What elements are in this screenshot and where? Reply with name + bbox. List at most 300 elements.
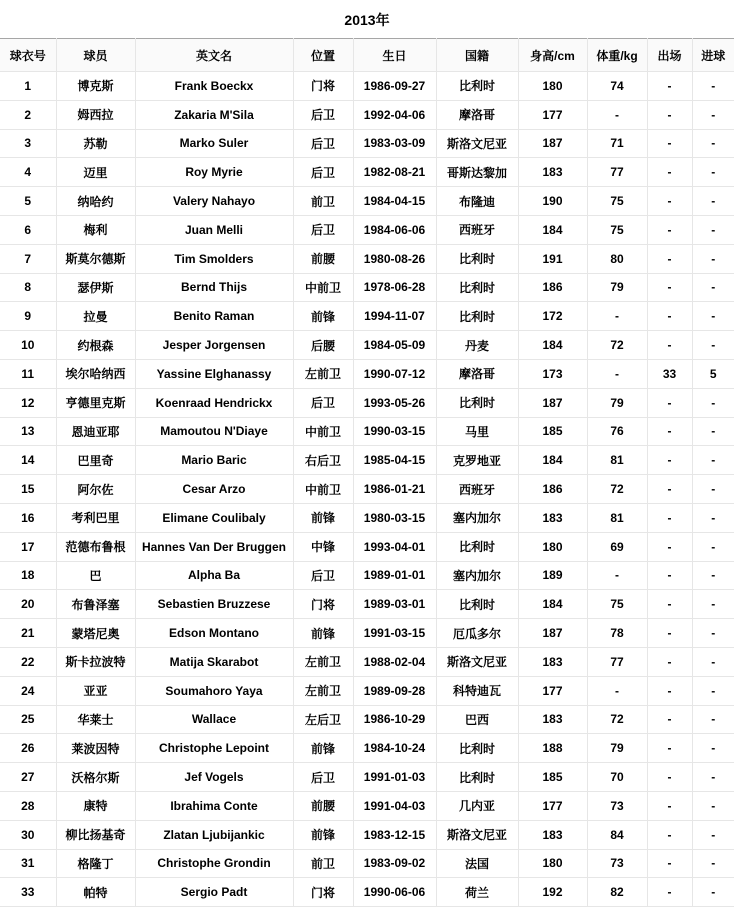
table-cell: 后腰 [293,331,353,360]
table-cell: Wallace [135,705,293,734]
table-cell: 考利巴里 [56,503,135,532]
table-cell: 188 [518,734,587,763]
table-cell: Juan Melli [135,215,293,244]
table-cell: 中前卫 [293,475,353,504]
table-row [0,561,734,590]
table-cell: 76 [587,417,647,446]
table-cell: Bernd Thijs [135,273,293,302]
table-cell: - [692,878,734,907]
table-cell: 31 [0,849,56,878]
table-cell: 沃格尔斯 [56,763,135,792]
table-cell: 173 [518,359,587,388]
table-cell: 184 [518,590,587,619]
table-cell: - [692,619,734,648]
table-cell: 范德布鲁根 [56,532,135,561]
table-cell: - [647,503,692,532]
table-cell: 格隆丁 [56,849,135,878]
table-cell: 1984-10-24 [353,734,436,763]
page-title: 2013年 [344,12,390,28]
table-row [0,734,734,763]
table-cell: 33 [0,878,56,907]
table-cell: Benito Raman [135,302,293,331]
table-cell: 187 [518,388,587,417]
table-cell: - [647,331,692,360]
table-cell: - [692,532,734,561]
table-cell: 左前卫 [293,676,353,705]
table-cell: 拉曼 [56,302,135,331]
table-cell: Hannes Van Der Bruggen [135,532,293,561]
table-cell: 21 [0,619,56,648]
table-cell: 1983-12-15 [353,820,436,849]
table-cell: - [647,590,692,619]
table-row [0,100,734,129]
table-cell: 185 [518,763,587,792]
table-cell: 埃尔哈纳西 [56,359,135,388]
table-row [0,244,734,273]
table-cell: 75 [587,590,647,619]
table-cell: 16 [0,503,56,532]
table-cell: Tim Smolders [135,244,293,273]
table-cell: 柳比扬基奇 [56,820,135,849]
table-cell: 1980-03-15 [353,503,436,532]
table-cell: 摩洛哥 [436,100,518,129]
table-row [0,302,734,331]
table-cell: 前腰 [293,791,353,820]
table-cell: - [587,302,647,331]
table-cell: 塞内加尔 [436,561,518,590]
table-cell: - [692,647,734,676]
table-cell: 69 [587,532,647,561]
table-cell: 25 [0,705,56,734]
table-cell: 比利时 [436,302,518,331]
table-cell: 8 [0,273,56,302]
table-cell: Frank Boeckx [135,72,293,101]
table-cell: - [647,647,692,676]
table-cell: - [692,561,734,590]
table-cell: - [587,359,647,388]
table-cell: 科特迪瓦 [436,676,518,705]
table-cell: 丹麦 [436,331,518,360]
table-cell: Mario Baric [135,446,293,475]
table-cell: 180 [518,72,587,101]
table-cell: 前锋 [293,619,353,648]
table-cell: 72 [587,705,647,734]
column-header: 生日 [353,39,436,72]
table-cell: 后卫 [293,763,353,792]
table-cell: 70 [587,763,647,792]
table-header [0,39,734,72]
table-cell: 几内亚 [436,791,518,820]
column-header: 球衣号 [0,39,56,72]
table-cell: - [647,820,692,849]
table-row [0,590,734,619]
table-cell: Valery Nahayo [135,187,293,216]
table-cell: 后卫 [293,388,353,417]
table-cell: 1984-05-09 [353,331,436,360]
table-cell: 27 [0,763,56,792]
table-cell: 斯洛文尼亚 [436,647,518,676]
table-cell: 亚亚 [56,676,135,705]
table-cell: 斯卡拉波特 [56,647,135,676]
table-cell: 186 [518,273,587,302]
table-cell: 1983-03-09 [353,129,436,158]
table-cell: - [692,791,734,820]
table-cell: - [692,417,734,446]
table-cell: 前锋 [293,302,353,331]
column-header: 国籍 [436,39,518,72]
table-cell: Marko Suler [135,129,293,158]
table-cell: - [647,72,692,101]
table-cell: Edson Montano [135,619,293,648]
table-cell: 比利时 [436,590,518,619]
table-cell: - [692,388,734,417]
table-cell: 梅利 [56,215,135,244]
table-cell: Jesper Jorgensen [135,331,293,360]
table-cell: 巴西 [436,705,518,734]
table-cell: - [647,705,692,734]
table-cell: 1978-06-28 [353,273,436,302]
table-cell: 1980-08-26 [353,244,436,273]
table-cell: - [692,129,734,158]
table-cell: 1990-03-15 [353,417,436,446]
table-cell: 18 [0,561,56,590]
table-cell: 莱波因特 [56,734,135,763]
table-cell: 比利时 [436,388,518,417]
table-row [0,273,734,302]
table-cell: Sergio Padt [135,878,293,907]
table-row [0,532,734,561]
table-cell: 1994-11-07 [353,302,436,331]
table-cell: - [692,849,734,878]
table-cell: 1991-01-03 [353,763,436,792]
table-cell: 192 [518,878,587,907]
table-cell: 82 [587,878,647,907]
table-cell: 15 [0,475,56,504]
table-row [0,820,734,849]
table-cell: 西班牙 [436,215,518,244]
table-cell: 79 [587,734,647,763]
table-cell: 右后卫 [293,446,353,475]
table-cell: - [647,561,692,590]
table-cell: - [647,100,692,129]
table-row [0,705,734,734]
table-cell: 博克斯 [56,72,135,101]
table-cell: 187 [518,619,587,648]
table-cell: Soumahoro Yaya [135,676,293,705]
table-cell: 79 [587,273,647,302]
table-cell: 1984-04-15 [353,187,436,216]
table-cell: 7 [0,244,56,273]
table-cell: 比利时 [436,72,518,101]
column-header: 进球 [692,39,734,72]
table-cell: 1989-09-28 [353,676,436,705]
table-cell: 1986-09-27 [353,72,436,101]
table-cell: 1989-01-01 [353,561,436,590]
table-cell: 13 [0,417,56,446]
table-cell: 前腰 [293,244,353,273]
table-cell: Zlatan Ljubijankic [135,820,293,849]
table-cell: 1989-03-01 [353,590,436,619]
table-cell: 1990-07-12 [353,359,436,388]
table-cell: 纳哈约 [56,187,135,216]
table-cell: 81 [587,503,647,532]
table-cell: 12 [0,388,56,417]
table-cell: 3 [0,129,56,158]
table-cell: Sebastien Bruzzese [135,590,293,619]
table-cell: 厄瓜多尔 [436,619,518,648]
column-header: 体重/kg [587,39,647,72]
table-cell: 5 [692,359,734,388]
column-header: 英文名 [135,39,293,72]
table-cell: 克罗地亚 [436,446,518,475]
table-cell: 斯洛文尼亚 [436,820,518,849]
table-cell: 塞内加尔 [436,503,518,532]
table-cell: - [692,503,734,532]
table-cell: 亨德里克斯 [56,388,135,417]
table-cell: 10 [0,331,56,360]
table-cell: - [647,158,692,187]
table-cell: - [647,763,692,792]
table-cell: 186 [518,475,587,504]
table-cell: 28 [0,791,56,820]
table-row [0,129,734,158]
table-cell: 法国 [436,849,518,878]
table-cell: 2 [0,100,56,129]
table-cell: 26 [0,734,56,763]
table-cell: 1991-03-15 [353,619,436,648]
table-cell: 24 [0,676,56,705]
table-cell: 马里 [436,417,518,446]
players-table [0,38,734,907]
table-cell: 74 [587,72,647,101]
table-cell: Christophe Lepoint [135,734,293,763]
table-cell: 184 [518,215,587,244]
table-cell: - [647,302,692,331]
table-cell: - [692,158,734,187]
table-cell: 比利时 [436,734,518,763]
table-cell: 比利时 [436,532,518,561]
table-cell: 77 [587,647,647,676]
table-cell: 前卫 [293,849,353,878]
table-row [0,158,734,187]
table-header-row [0,39,734,72]
table-cell: 20 [0,590,56,619]
table-cell: 9 [0,302,56,331]
table-cell: - [587,676,647,705]
table-cell: - [692,734,734,763]
table-cell: Elimane Coulibaly [135,503,293,532]
table-cell: 门将 [293,590,353,619]
table-cell: 前锋 [293,734,353,763]
table-cell: - [692,475,734,504]
table-cell: 瑟伊斯 [56,273,135,302]
table-cell: 81 [587,446,647,475]
table-cell: Matija Skarabot [135,647,293,676]
table-row [0,388,734,417]
table-cell: 180 [518,849,587,878]
table-row [0,619,734,648]
table-cell: 1984-06-06 [353,215,436,244]
table-cell: 73 [587,849,647,878]
table-cell: 183 [518,158,587,187]
table-cell: 后卫 [293,129,353,158]
table-cell: - [692,446,734,475]
table-cell: 1 [0,72,56,101]
table-cell: 荷兰 [436,878,518,907]
table-cell: - [692,705,734,734]
table-cell: 30 [0,820,56,849]
table-cell: - [647,244,692,273]
table-cell: 183 [518,705,587,734]
table-row [0,187,734,216]
table-cell: 约根森 [56,331,135,360]
table-cell: 190 [518,187,587,216]
table-cell: 姆西拉 [56,100,135,129]
table-cell: 1991-04-03 [353,791,436,820]
table-cell: - [692,302,734,331]
table-cell: - [647,187,692,216]
table-cell: Ibrahima Conte [135,791,293,820]
table-cell: Cesar Arzo [135,475,293,504]
table-cell: 门将 [293,878,353,907]
table-cell: 蒙塔尼奥 [56,619,135,648]
table-cell: 75 [587,215,647,244]
table-cell: 前锋 [293,820,353,849]
table-cell: 75 [587,187,647,216]
table-cell: - [692,273,734,302]
table-cell: - [692,820,734,849]
column-header: 出场 [647,39,692,72]
column-header: 身高/cm [518,39,587,72]
table-row [0,331,734,360]
table-cell: Roy Myrie [135,158,293,187]
table-cell: 比利时 [436,244,518,273]
table-cell: 172 [518,302,587,331]
table-cell: - [647,849,692,878]
table-cell: 184 [518,331,587,360]
table-cell: 后卫 [293,100,353,129]
table-cell: - [647,129,692,158]
table-cell: 1993-05-26 [353,388,436,417]
table-cell: - [692,187,734,216]
table-row [0,72,734,101]
table-cell: Mamoutou N'Diaye [135,417,293,446]
table-cell: 中前卫 [293,417,353,446]
table-cell: 左后卫 [293,705,353,734]
table-cell: 84 [587,820,647,849]
table-cell: 185 [518,417,587,446]
table-row [0,503,734,532]
table-cell: Koenraad Hendrickx [135,388,293,417]
table-cell: Yassine Elghanassy [135,359,293,388]
table-cell: - [647,878,692,907]
table-cell: 1990-06-06 [353,878,436,907]
table-cell: 11 [0,359,56,388]
table-row [0,475,734,504]
table-cell: 康特 [56,791,135,820]
table-cell: 33 [647,359,692,388]
table-cell: 4 [0,158,56,187]
table-cell: - [692,215,734,244]
table-cell: 阿尔佐 [56,475,135,504]
table-cell: 73 [587,791,647,820]
table-cell: 比利时 [436,763,518,792]
table-cell: 前卫 [293,187,353,216]
table-cell: 西班牙 [436,475,518,504]
table-cell: 迈里 [56,158,135,187]
table-cell: 177 [518,676,587,705]
table-cell: 183 [518,820,587,849]
table-cell: - [692,72,734,101]
table-cell: 177 [518,791,587,820]
table-row [0,359,734,388]
table-cell: Christophe Grondin [135,849,293,878]
table-cell: - [647,619,692,648]
table-cell: 斯莫尔德斯 [56,244,135,273]
table-cell: 78 [587,619,647,648]
table-cell: 72 [587,331,647,360]
table-cell: - [692,244,734,273]
table-cell: 1992-04-06 [353,100,436,129]
table-row [0,849,734,878]
table-cell: 前锋 [293,503,353,532]
table-cell: - [647,791,692,820]
table-cell: Jef Vogels [135,763,293,792]
table-cell: 17 [0,532,56,561]
table-cell: - [647,475,692,504]
table-cell: - [692,100,734,129]
table-cell: 布隆迪 [436,187,518,216]
table-cell: 1986-01-21 [353,475,436,504]
table-cell: - [647,215,692,244]
table-cell: 1993-04-01 [353,532,436,561]
table-cell: 门将 [293,72,353,101]
table-cell: 比利时 [436,273,518,302]
table-cell: 帕特 [56,878,135,907]
column-header: 位置 [293,39,353,72]
table-cell: 苏勒 [56,129,135,158]
table-cell: - [587,561,647,590]
table-cell: 72 [587,475,647,504]
table-cell: 80 [587,244,647,273]
table-row [0,676,734,705]
table-cell: - [647,417,692,446]
table-cell: 183 [518,647,587,676]
table-row [0,215,734,244]
table-cell: - [692,676,734,705]
table-cell: 左前卫 [293,359,353,388]
table-cell: 77 [587,158,647,187]
table-cell: - [647,446,692,475]
table-cell: - [647,734,692,763]
table-cell: 布鲁泽塞 [56,590,135,619]
table-cell: 斯洛文尼亚 [436,129,518,158]
table-cell: 后卫 [293,158,353,187]
table-cell: - [692,763,734,792]
table-cell: - [692,331,734,360]
table-cell: 哥斯达黎加 [436,158,518,187]
table-cell: 180 [518,532,587,561]
table-cell: 189 [518,561,587,590]
table-cell: 恩迪亚耶 [56,417,135,446]
table-body [0,72,734,907]
table-row [0,647,734,676]
table-cell: - [692,590,734,619]
table-cell: 5 [0,187,56,216]
table-cell: 后卫 [293,215,353,244]
table-cell: 1986-10-29 [353,705,436,734]
table-cell: 187 [518,129,587,158]
